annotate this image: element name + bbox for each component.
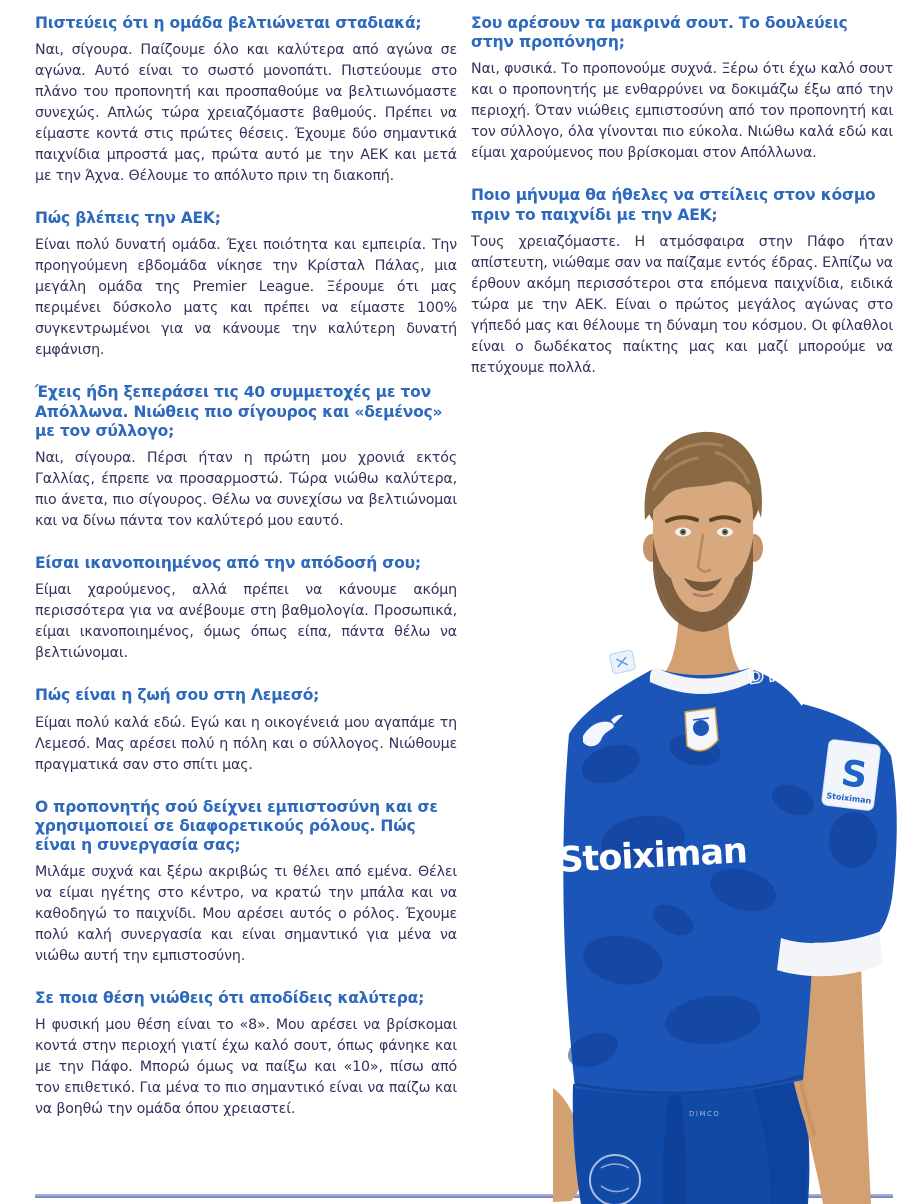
qa-section: [471, 14, 893, 164]
question: Σε ποια θέση νιώθεις ότι αποδίδεις καλύτερα;: [35, 989, 425, 1008]
answer: Ναι, σίγουρα. Πέρσι ήταν η πρώτη μου χρονιά εκτός Γαλλίας, έπρεπε να προσαρμοστώ. Τώρα νιώθω καλύτερα, πιο άνετα, πιο σίγουρος. Θέλω να συνεχίσω να βελτιώνομαι και να δίνω πάντα τον καλύτερό μου εαυτό.: [35, 450, 457, 530]
svg-text:Stoiximan: Stoiximan: [825, 791, 872, 806]
qa-section: [35, 554, 457, 664]
chest-sponsor-text: DIMCO: [746, 655, 841, 689]
qa-section: [35, 686, 457, 775]
qa-section: [35, 383, 457, 532]
interview-columns: [35, 14, 893, 1142]
question: Έχεις ήδη ξεπεράσει τις 40 συμμετοχές με τον Απόλλωνα. Νιώθεις πιο σίγουρος και «δεμένος» με τον σύλλογο;: [35, 383, 443, 440]
question: Πιστεύεις ότι η ομάδα βελτιώνεται σταδιακά;: [35, 14, 422, 32]
answer: Τους χρειαζόμαστε. Η ατμόσφαιρα στην Πάφο ήταν απίστευτη, νιώθαμε σαν να παίζαμε εντός έδρας. Ελπίζω να έρθουν ακόμη περισσότεροι στα επόμενα παιχνίδια, ειδικά τώρα με την ΑΕΚ. Είναι ο πρώτος μεγάλος αγώνας στο γήπεδό μας και θέλουμε τη δύναμη του κόσμου. Οι φίλαθλοι είναι ο δωδέκατος παίκτης μας και μαζί μπορούμε να πετύχουμε πολλά.: [471, 233, 893, 376]
answer: Ναι, φυσικά. Το προπονούμε συχνά. Ξέρω ότι έχω καλό σουτ και ο προπονητής με ενθαρρύνει να δοκιμάζω έξω από την περιοχή. Όταν νιώθεις εμπιστοσύνη από τον προπονητή και τον σύλλογο, όλα γίνονται πιο εύκολα. Νιώθω καλά εδώ και είμαι χαρούμενος που βρίσκομαι στον Απόλλωνα.: [471, 61, 893, 162]
qa-section: [35, 14, 457, 187]
hem-sponsor-text: DIMCO: [689, 1110, 721, 1118]
answer: Είναι πολύ δυνατή ομάδα. Έχει ποιότητα και εμπειρία. Την προηγούμενη εβδομάδα νίκησε την Κρίσταλ Πάλας, μια μεγάλη ομάδα της Premier League. Ξέρουμε ότι μας περιμένει δύσκολο ματς και πρέπει να είμαστε 100% συγκεντρωμένοι για να κάνουμε την καλύτερη δυνατή εμφάνιση.: [35, 237, 457, 359]
qa-section: [35, 798, 457, 968]
question: Σου αρέσουν τα μακρινά σουτ. Το δουλεύεις στην προπόνηση;: [471, 14, 848, 52]
answer: Η φυσική μου θέση είναι το «8». Μου αρέσει να βρίσκομαι κοντά στην περιοχή γιατί έχω καλό σουτ, όπως φάνηκε και με την Πάφο. Μπορώ όμως να παίξω και «10», πίσω από τον επιθετικό. Για μένα το πιο σημαντικό είναι να παίζω και να βοηθώ την ομάδα όπου χρειαστεί.: [35, 1017, 457, 1118]
question: Πώς είναι η ζωή σου στη Λεμεσό;: [35, 686, 320, 705]
question: Είσαι ικανοποιημένος από την απόδοσή σου;: [35, 554, 421, 573]
question: Πώς βλέπεις την ΑΕΚ;: [35, 209, 221, 228]
question: Ο προπονητής σού δείχνει εμπιστοσύνη και σε χρησιμοποιεί σε διαφορετικούς ρόλους. Πώς είναι η συνεργασία σας;: [35, 797, 438, 854]
qa-section: [35, 989, 457, 1120]
question: Ποιο μήνυμα θα ήθελες να στείλεις στον κόσμο πριν το παιχνίδι με την ΑΕΚ;: [471, 186, 876, 224]
left-column: [35, 14, 457, 1142]
answer: Μιλάμε συχνά και ξέρω ακριβώς τι θέλει από εμένα. Θέλει να είμαι ηγέτης στο κέντρο, να κρατώ την μπάλα και να καθοδηγώ το παιχνίδι. Μου αρέσει αυτός ο ρόλος. Έχουμε πολύ καλή συνεργασία και είναι σημαντικό για μένα να νιώθω αυτή την εμπιστοσύνη.: [35, 864, 457, 965]
front-wordmark-text: Stoiximan: [557, 831, 748, 881]
qa-section: [471, 186, 893, 378]
qa-section: [35, 209, 457, 361]
answer: Ναι, σίγουρα. Παίζουμε όλο και καλύτερα από αγώνα σε αγώνα. Αυτό είναι το σωστό μονοπάτι. Πιστεύουμε στο πλάνο του προπονητή και προσπαθούμε να βελτιωνόμαστε συνεχώς. Απλώς τώρα χρειαζόμαστε βαθμούς. Πρέπει να είμαστε κοντά στις πρώτες θέσεις. Έχουμε δύο σημαντικά παιχνίδια μπροστά μας, πρώτα αυτό με την ΑΕΚ και μετά με την Άχνα. Θέλουμε το απόλυτο πριν τη διακοπή.: [35, 42, 457, 185]
answer: Είμαι χαρούμενος, αλλά πρέπει να κάνουμε ακόμη περισσότερα για να ανέβουμε στη βαθμολογία. Προσωπικά, είμαι ικανοποιημένος, όμως όπως είπα, πάντα θέλω να βελτιώνομαι.: [35, 582, 457, 662]
svg-text:S: S: [838, 752, 870, 797]
answer: Είμαι πολύ καλά εδώ. Εγώ και η οικογένειά μου αγαπάμε τη Λεμεσό. Μας αρέσει πολύ η πόλη και ο σύλλογος. Νιώθουμε πραγματικά σαν στο σπίτι μας.: [35, 714, 457, 773]
right-column: [471, 14, 893, 1142]
